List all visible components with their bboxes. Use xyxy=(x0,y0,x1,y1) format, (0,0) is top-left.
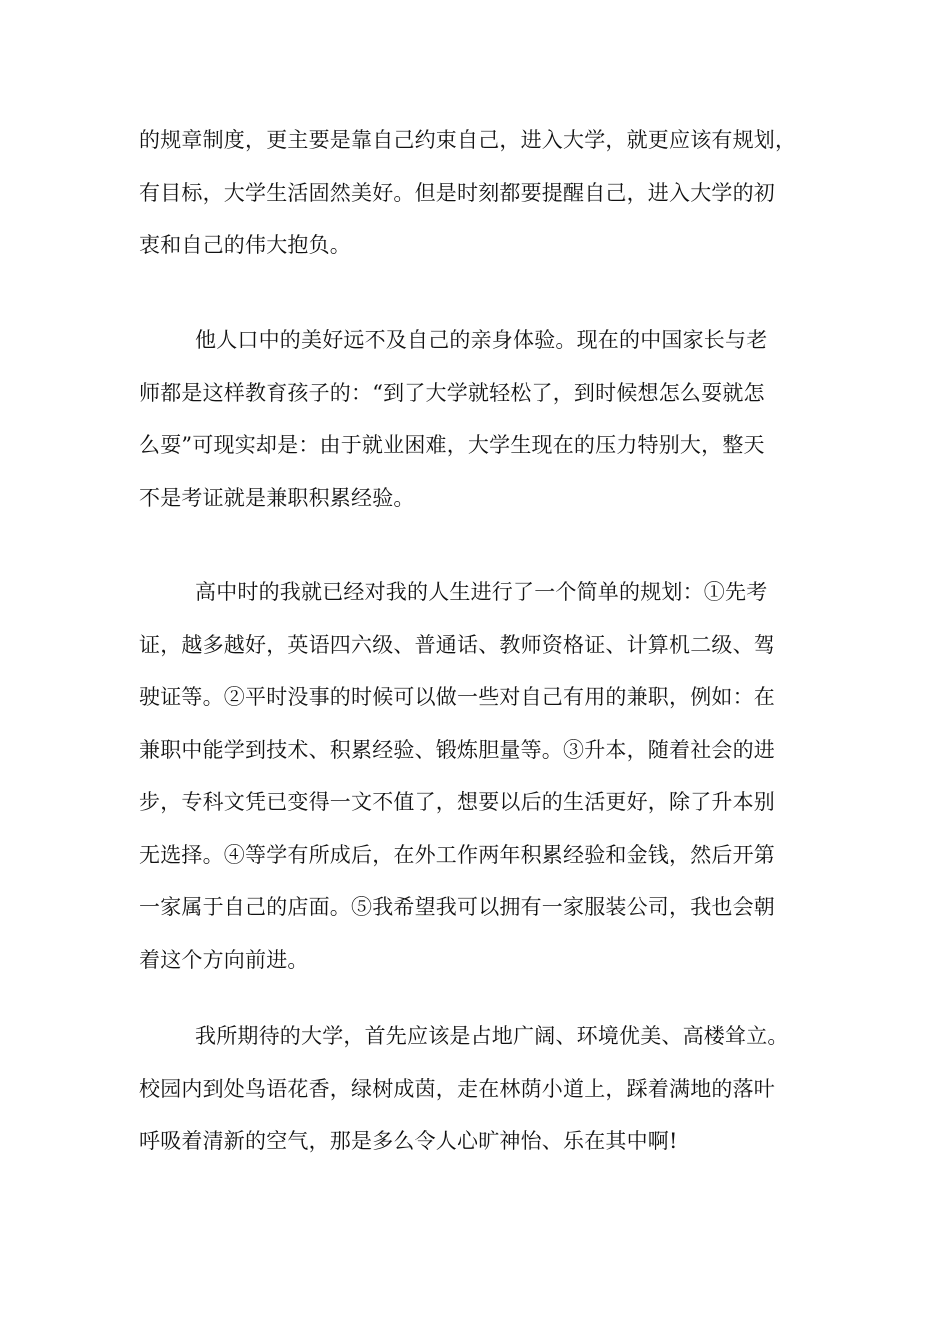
paragraph-line: 无选择。④等学有所成后，在外工作两年积累经验和金钱，然后开第 xyxy=(139,842,775,867)
paragraph-line: 高中时的我就已经对我的人生进行了一个简单的规划：①先考 xyxy=(195,580,768,604)
paragraph-1 xyxy=(139,114,839,272)
paragraph-line: 么耍”可现实却是：由于就业困难，大学生现在的压力特别大，整天 xyxy=(139,433,765,457)
paragraph-line: 他人口中的美好远不及自己的亲身体验。现在的中国家长与老 xyxy=(195,328,768,352)
paragraph-line: 校园内到处鸟语花香，绿树成茵，走在林荫小道上，踩着满地的落叶 xyxy=(139,1076,775,1101)
paragraph-line: 有目标，大学生活固然美好。但是时刻都要提醒自己，进入大学的初 xyxy=(139,180,775,205)
paragraph-line: 不是考证就是兼职积累经验。 xyxy=(139,485,415,510)
paragraph-line: 衷和自己的伟大抱负。 xyxy=(139,233,351,257)
paragraph-line: 步，专科文凭已变得一文不值了，想要以后的生活更好，除了升本别 xyxy=(139,790,775,814)
paragraph-line: 着这个方向前进。 xyxy=(139,947,309,972)
paragraph-line: 的规章制度，更主要是靠自己约束自己，进入大学，就更应该有规划， xyxy=(139,128,797,152)
paragraph-line: 兼职中能学到技术、积累经验、锻炼胆量等。③升本，随着社会的进 xyxy=(139,737,775,762)
paragraph-2 xyxy=(139,314,839,524)
paragraph-line: 我所期待的大学，首先应该是占地广阔、环境优美、高楼耸立。 xyxy=(195,1024,789,1048)
paragraph-line: 师都是这样教育孩子的：“到了大学就轻松了，到时候想怎么耍就怎 xyxy=(139,380,765,405)
paragraph-3 xyxy=(139,566,839,986)
paragraph-4 xyxy=(139,1010,839,1168)
paragraph-line: 驶证等。②平时没事的时候可以做一些对自己有用的兼职，例如：在 xyxy=(139,685,775,709)
paragraph-line: 证，越多越好，英语四六级、普通话、教师资格证、计算机二级、驾 xyxy=(139,632,775,657)
paragraph-line: 呼吸着清新的空气，那是多么令人心旷神怡、乐在其中啊! xyxy=(139,1129,678,1153)
paragraph-line: 一家属于自己的店面。⑤我希望我可以拥有一家服装公司，我也会朝 xyxy=(139,895,775,919)
